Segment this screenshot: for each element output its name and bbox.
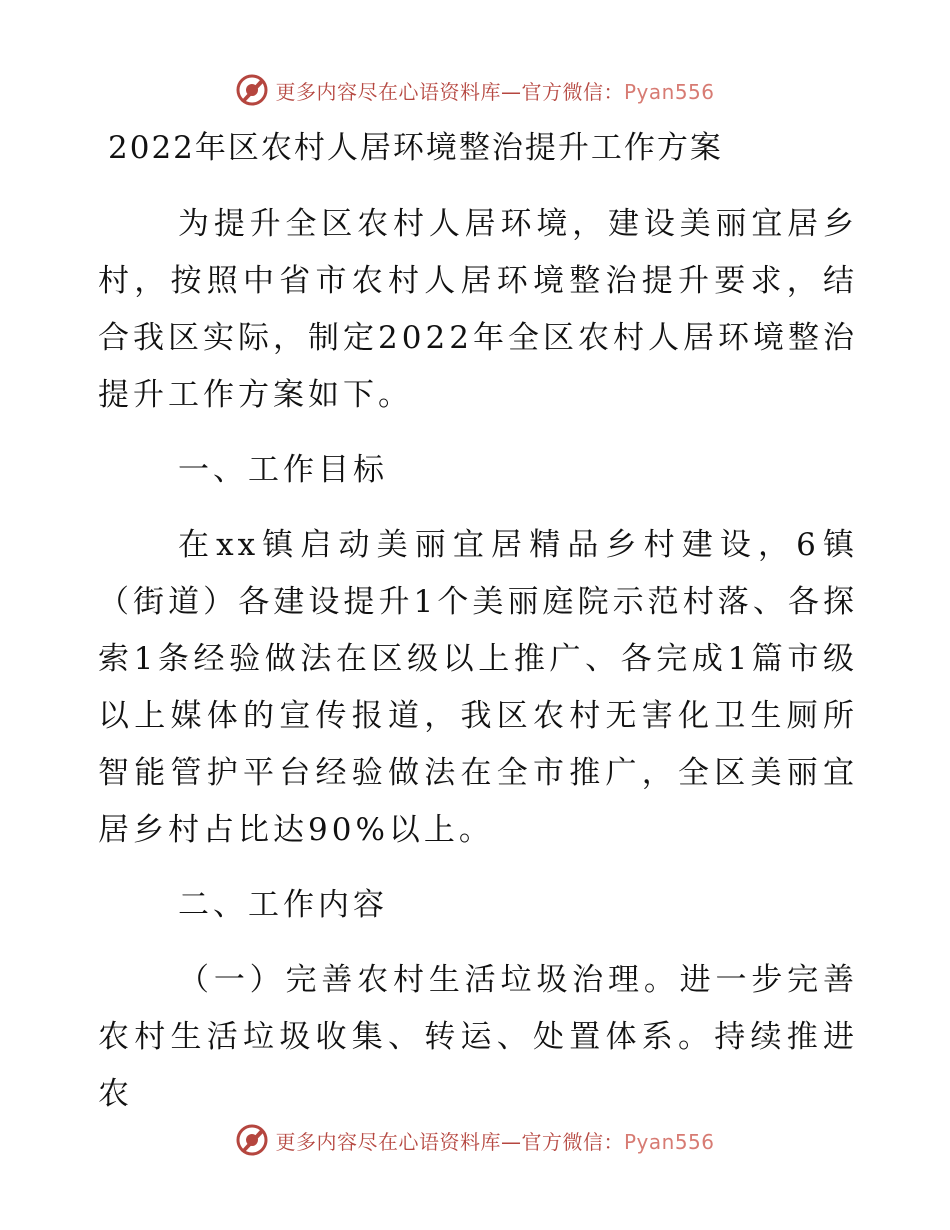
watermark-header (0, 70, 950, 110)
watermark-content (235, 1123, 714, 1157)
section-1-heading: 一、工作目标 (178, 452, 388, 488)
section-2-item-1-paragraph: （一）完善农村生活垃圾治理。进一步完善农村生活垃圾收集、转运、处置体系。持续推进农 (98, 962, 858, 1112)
document-title: 2022年区农村人居环境整治提升工作方案 (108, 130, 723, 166)
watermark-label: 更多内容尽在心语资料库—官方微信： (275, 1129, 624, 1154)
watermark-footer (0, 1120, 950, 1160)
section-1-paragraph: 在xx镇启动美丽宜居精品乡村建设，6镇（街道）各建设提升1个美丽庭院示范村落、各探索1条经验做法在区级以上推广、各完成1篇市级以上媒体的宣传报道，我区农村无害化卫生厕所智能管护平台经验做法在全市推广，全区美丽宜居乡村占比达90%以上。 (98, 527, 858, 848)
watermark-wechat-id: Pyan556 (623, 79, 715, 104)
document-body (98, 120, 858, 1123)
watermark-label: 更多内容尽在心语资料库—官方微信： (275, 79, 624, 104)
watermark-content (235, 73, 714, 107)
watermark-wechat-id: Pyan556 (623, 1129, 715, 1154)
section-2-heading: 二、工作内容 (178, 887, 388, 923)
watermark-text (275, 1126, 714, 1155)
pen-logo-icon (235, 73, 269, 107)
pen-logo-icon (235, 1123, 269, 1157)
watermark-text (275, 76, 714, 105)
intro-paragraph: 为提升全区农村人居环境，建设美丽宜居乡村，按照中省市农村人居环境整治提升要求，结合我区实际，制定2022年全区农村人居环境整治提升工作方案如下。 (98, 206, 858, 413)
